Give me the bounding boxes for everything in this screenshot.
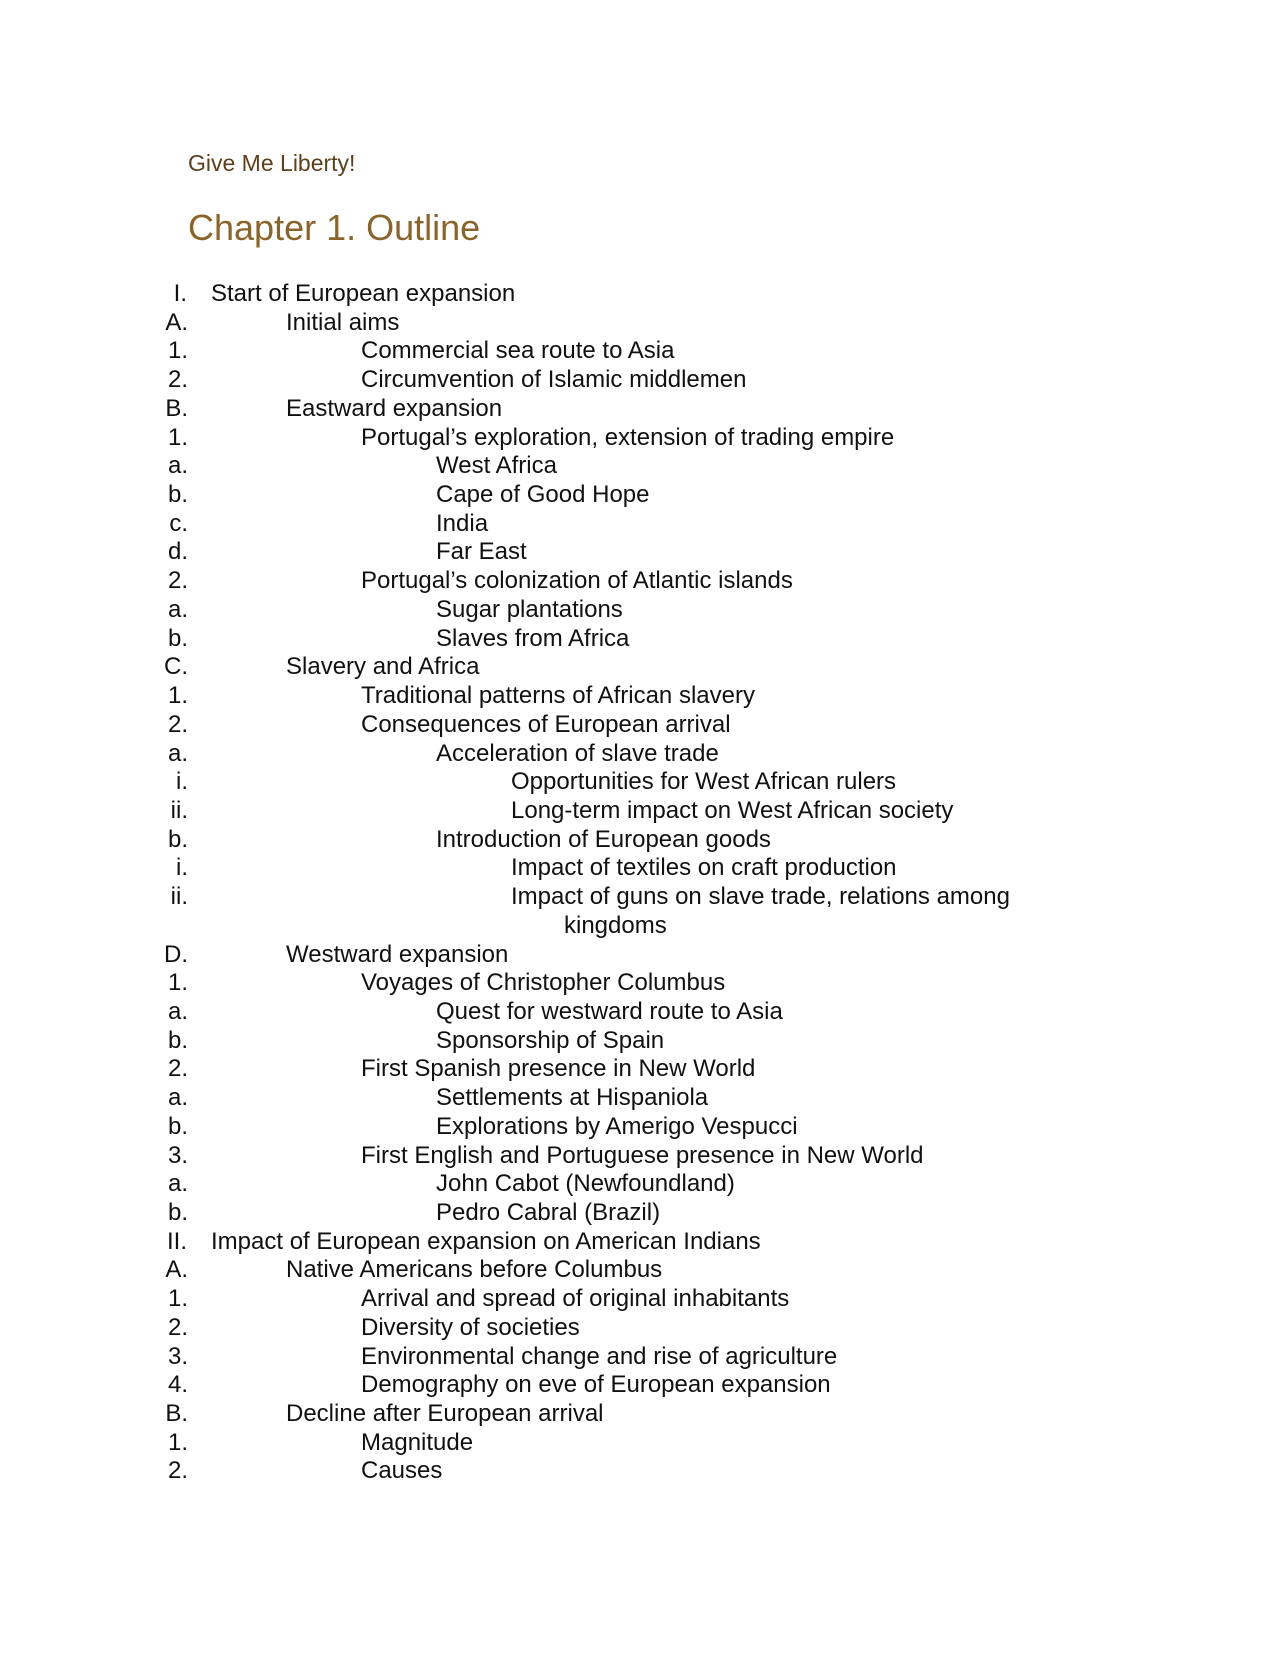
outline-item <box>0 1170 1280 1199</box>
outline-item <box>0 1314 1280 1343</box>
outline-text <box>511 854 897 883</box>
outline-text-main: Pedro Cabral (Brazil) <box>436 1199 661 1226</box>
outline-item <box>0 854 1280 883</box>
outline-text-main: Initial aims <box>286 308 400 336</box>
outline-text <box>436 538 527 567</box>
outline-marker: I. <box>173 280 187 307</box>
outline-item <box>0 883 1280 940</box>
outline-item <box>0 1256 1280 1285</box>
running-title: Give Me Liberty! <box>188 150 356 176</box>
outline-text <box>286 653 479 682</box>
outline-marker: a. <box>167 997 188 1025</box>
outline-text <box>361 424 894 453</box>
outline-text-main: Decline after European arrival <box>286 1400 604 1428</box>
outline-item <box>0 826 1280 855</box>
outline-item <box>0 481 1280 510</box>
outline-marker: b. <box>167 1199 188 1226</box>
outline-marker: 1. <box>167 423 188 451</box>
outline-text-main: Slaves from Africa <box>436 624 630 652</box>
outline-item <box>0 366 1280 395</box>
outline-text <box>436 1199 660 1228</box>
outline-text <box>361 1343 837 1372</box>
outline-marker: 2. <box>167 366 188 394</box>
outline-marker: b. <box>167 624 188 652</box>
outline-text <box>436 510 488 539</box>
outline-text-main: Commercial sea route to Asia <box>361 337 675 365</box>
outline-item <box>0 1429 1280 1458</box>
outline-item <box>0 395 1280 424</box>
outline-item <box>0 1055 1280 1084</box>
outline-item <box>0 309 1280 338</box>
outline-item <box>0 337 1280 366</box>
outline-text-main: Slavery and Africa <box>286 653 480 681</box>
outline-text <box>511 797 953 826</box>
outline-marker: d. <box>167 538 188 566</box>
outline-text <box>286 1400 604 1429</box>
outline-text <box>286 395 502 424</box>
outline-item <box>0 280 1280 309</box>
outline-text <box>511 768 896 797</box>
outline-text-main: Voyages of Christopher Columbus <box>361 969 726 997</box>
outline-marker: a. <box>167 1170 188 1198</box>
outline-item <box>0 998 1280 1027</box>
outline-text <box>361 1285 789 1314</box>
outline-marker: II. <box>166 1227 187 1255</box>
outline-item <box>0 1084 1280 1113</box>
outline-item <box>0 625 1280 654</box>
outline-item <box>0 1400 1280 1429</box>
outline-marker: a. <box>167 739 188 767</box>
outline-marker: C. <box>164 653 188 681</box>
outline-text <box>361 1457 442 1486</box>
outline-text-main: Arrival and spread of original inhabitants <box>361 1285 790 1313</box>
outline-marker: 2. <box>167 710 188 738</box>
outline-marker: b. <box>167 481 188 509</box>
outline-marker: 2. <box>167 1313 188 1341</box>
outline-item <box>0 1457 1280 1486</box>
outline-text-main: Demography on eve of European expansion <box>361 1371 831 1399</box>
outline-item <box>0 969 1280 998</box>
outline-marker: 1. <box>167 1285 188 1313</box>
outline-text-main: Quest for westward route to Asia <box>436 997 783 1025</box>
outline-item <box>0 1343 1280 1372</box>
outline-marker: 1. <box>167 337 188 365</box>
outline-marker: 1. <box>167 1428 188 1456</box>
outline-text <box>361 337 674 366</box>
outline-text-main: Eastward expansion <box>286 394 503 422</box>
outline-text-main: Settlements at Hispaniola <box>436 1084 709 1112</box>
outline-item <box>0 711 1280 740</box>
outline-text <box>436 596 623 625</box>
outline-text <box>436 625 629 654</box>
outline-text-main: Impact of European expansion on American Indians <box>211 1227 761 1255</box>
outline-item <box>0 1199 1280 1228</box>
outline-text-main: First Spanish presence in New World <box>361 1055 756 1083</box>
outline-text <box>436 1113 798 1142</box>
outline-marker: 1. <box>167 969 188 997</box>
outline-item <box>0 424 1280 453</box>
outline-item <box>0 682 1280 711</box>
outline-item <box>0 1113 1280 1142</box>
outline-item <box>0 567 1280 596</box>
outline-item <box>0 740 1280 769</box>
outline-text-main: Far East <box>436 538 527 566</box>
outline-text <box>361 682 755 711</box>
outline-text <box>436 1084 708 1113</box>
outline-text <box>436 1170 735 1199</box>
outline-text-main: Opportunities for West African rulers <box>511 768 897 796</box>
outline-marker: 1. <box>167 682 188 710</box>
outline-marker: A. <box>165 308 188 336</box>
outline-item <box>0 797 1280 826</box>
outline-text-main: Portugal’s exploration, extension of trading empire <box>361 423 895 451</box>
outline-marker: B. <box>165 394 188 422</box>
outline-text <box>361 969 725 998</box>
outline-text-main: Acceleration of slave trade <box>436 739 719 767</box>
outline-marker: a. <box>167 1084 188 1112</box>
outline-text-main: Causes <box>361 1457 443 1485</box>
outline-text-main: Sponsorship of Spain <box>436 1026 665 1054</box>
outline-marker: b. <box>167 825 188 853</box>
outline-text <box>436 740 719 769</box>
outline-marker: 3. <box>167 1342 188 1370</box>
outline-text-main: Sugar plantations <box>436 595 623 623</box>
outline-item <box>0 538 1280 567</box>
outline-text-main: Portugal’s colonization of Atlantic islands <box>361 567 793 595</box>
outline-text-main: Consequences of European arrival <box>361 710 731 738</box>
outline-text <box>361 1142 924 1171</box>
outline-text <box>286 1256 662 1285</box>
outline-marker: c. <box>169 509 188 537</box>
outline-text-main: Impact of guns on slave trade, relations among <box>511 883 1010 911</box>
outline-list <box>0 280 1280 1486</box>
outline-text-main: Environmental change and rise of agriculture <box>361 1342 838 1370</box>
outline-marker: i. <box>176 854 188 882</box>
outline-text <box>511 883 1010 940</box>
outline-marker: B. <box>165 1400 188 1428</box>
outline-text-main: Circumvention of Islamic middlemen <box>361 366 747 394</box>
outline-text-main: Traditional patterns of African slavery <box>361 682 755 710</box>
outline-text <box>361 366 746 395</box>
outline-text <box>361 1314 580 1343</box>
outline-item <box>0 510 1280 539</box>
outline-text-main: Long-term impact on West African society <box>511 796 954 824</box>
outline-item <box>0 1285 1280 1314</box>
outline-text <box>361 1055 755 1084</box>
outline-text-main: Impact of textiles on craft production <box>511 854 897 882</box>
outline-text <box>361 1371 831 1400</box>
outline-marker: a. <box>167 452 188 480</box>
outline-text-main: Start of European expansion <box>211 280 516 307</box>
outline-text-main: John Cabot (Newfoundland) <box>436 1170 735 1198</box>
outline-text <box>286 941 508 970</box>
outline-marker: 2. <box>167 1457 188 1485</box>
outline-marker: 2. <box>167 1055 188 1083</box>
outline-marker: a. <box>167 595 188 623</box>
outline-item <box>0 941 1280 970</box>
outline-text-main: West Africa <box>436 452 557 480</box>
outline-marker: b. <box>167 1112 188 1140</box>
outline-item <box>0 768 1280 797</box>
outline-marker: 3. <box>167 1141 188 1169</box>
outline-text-main: Introduction of European goods <box>436 825 771 853</box>
outline-item <box>0 1027 1280 1056</box>
outline-marker: ii. <box>170 883 188 911</box>
outline-text <box>436 481 649 510</box>
outline-text-main: Magnitude <box>361 1428 474 1456</box>
outline-text <box>436 826 771 855</box>
chapter-title: Chapter 1. Outline <box>188 207 481 248</box>
outline-item <box>0 1142 1280 1171</box>
outline-text <box>436 998 783 1027</box>
outline-text <box>361 1429 473 1458</box>
outline-marker: i. <box>176 768 188 796</box>
outline-text-main: Explorations by Amerigo Vespucci <box>436 1112 798 1140</box>
outline-text-main: Cape of Good Hope <box>436 481 650 509</box>
outline-item <box>0 596 1280 625</box>
outline-text-main: India <box>436 509 489 537</box>
outline-marker: 2. <box>167 567 188 595</box>
outline-text <box>286 309 399 338</box>
outline-text <box>211 280 515 309</box>
outline-item <box>0 1371 1280 1400</box>
outline-text <box>436 1027 664 1056</box>
outline-item <box>0 653 1280 682</box>
outline-text <box>211 1228 761 1257</box>
outline-marker: b. <box>167 1026 188 1054</box>
outline-text <box>436 452 557 481</box>
outline-marker: 4. <box>167 1371 188 1399</box>
outline-text-main: First English and Portuguese presence in New World <box>361 1141 924 1169</box>
outline-marker: ii. <box>170 796 188 824</box>
outline-marker: D. <box>164 940 188 968</box>
outline-text-main: Westward expansion <box>286 940 509 968</box>
outline-text-main: Diversity of societies <box>361 1313 580 1341</box>
outline-item <box>0 1228 1280 1257</box>
outline-item <box>0 452 1280 481</box>
outline-text-continuation: kingdoms <box>564 911 667 939</box>
outline-marker: A. <box>165 1256 188 1284</box>
outline-text <box>361 567 793 596</box>
outline-text <box>361 711 731 740</box>
outline-text-main: Native Americans before Columbus <box>286 1256 663 1284</box>
